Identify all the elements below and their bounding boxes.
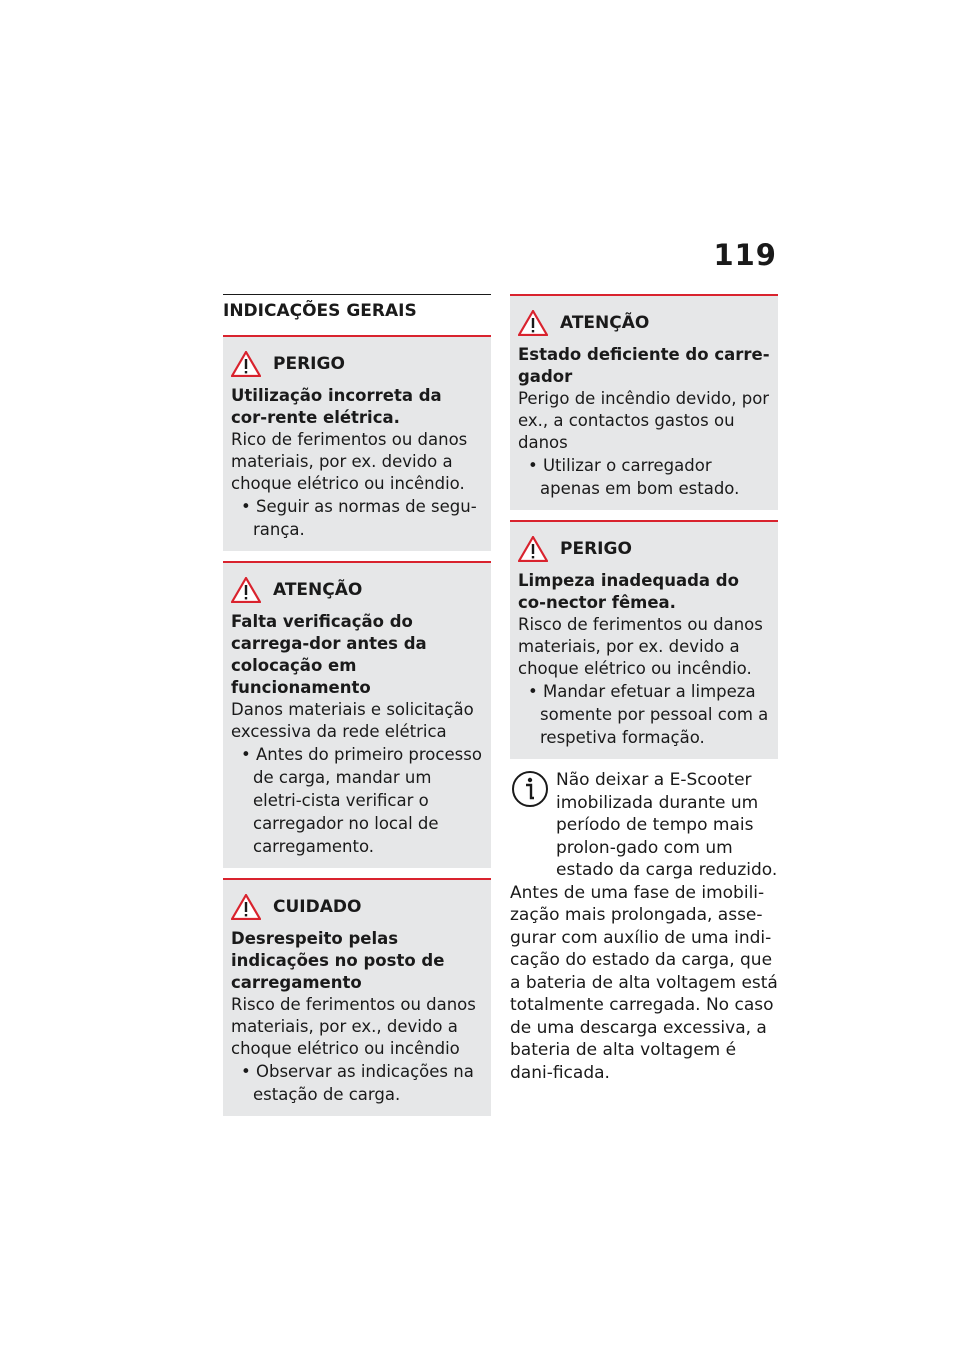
box-title: Utilização incorreta da cor-rente elétrica. (231, 386, 442, 427)
warning-triangle-icon (518, 310, 548, 336)
box-title: Limpeza inadequada do co-nector fêmea. (518, 571, 739, 612)
box-text: Rico de ferimentos ou danos materiais, por ex. devido a choque elétrico ou incêndio. (231, 430, 468, 493)
box-label: PERIGO (560, 539, 632, 559)
right-column (510, 294, 778, 1084)
box-text: Risco de ferimentos ou danos materiais, por ex., devido a choque elétrico ou incêndio (231, 995, 476, 1058)
box-label: ATENÇÃO (560, 313, 650, 333)
note-text-secondary: Antes de uma fase de imobili-zação mais prolongada, asse-gurar com auxílio de uma indi-cação do estado da carga, que a bateria de alta voltagem está totalmente carregada. No caso de uma descarga excessiva, a bateria de alta voltagem é dani-ficada. (510, 882, 778, 1083)
note-text: Não deixar a E-Scooter imobilizada durante um período de tempo mais prolon-gado com um estado da carga reduzido. (556, 770, 778, 880)
box-bullet: • Seguir as normas de segu-rança. (241, 497, 477, 539)
box-label: CUIDADO (273, 897, 362, 917)
warning-triangle-icon (518, 536, 548, 562)
box-title: Falta verificação do carrega-dor antes da colocação em funcionamento (231, 612, 427, 697)
box-title: Desrespeito pelas indicações no posto de carregamento (231, 929, 445, 992)
box-bullet: • Antes do primeiro processo de carga, mandar um eletri-cista verificar o carregador no local de carregamento. (241, 745, 482, 856)
box-text: Danos materiais e solicitação excessiva da rede elétrica (231, 700, 474, 741)
attention-box (510, 294, 778, 510)
info-note (510, 769, 778, 882)
box-title: Estado deficiente do carre-gador (518, 345, 770, 386)
box-label: ATENÇÃO (273, 580, 363, 600)
box-label: PERIGO (273, 354, 345, 374)
box-text: Perigo de incêndio devido, por ex., a contactos gastos ou danos (518, 389, 770, 452)
warning-triangle-icon (231, 577, 261, 603)
left-column (223, 294, 491, 1126)
box-bullet: • Utilizar o carregador apenas em bom estado. (528, 456, 740, 498)
box-text: Risco de ferimentos ou danos materiais, por ex. devido a choque elétrico ou incêndio. (518, 615, 763, 678)
danger-box (223, 335, 491, 551)
info-icon (510, 769, 550, 809)
box-bullet: • Observar as indicações na estação de carga. (241, 1062, 474, 1104)
page-number: 119 (713, 238, 777, 272)
box-bullet: • Mandar efetuar a limpeza somente por pessoal com a respetiva formação. (528, 682, 769, 747)
caution-box (223, 878, 491, 1116)
section-title: INDICAÇÕES GERAIS (223, 294, 491, 329)
warning-triangle-icon (231, 351, 261, 377)
warning-triangle-icon (231, 894, 261, 920)
attention-box (223, 561, 491, 868)
danger-box (510, 520, 778, 759)
